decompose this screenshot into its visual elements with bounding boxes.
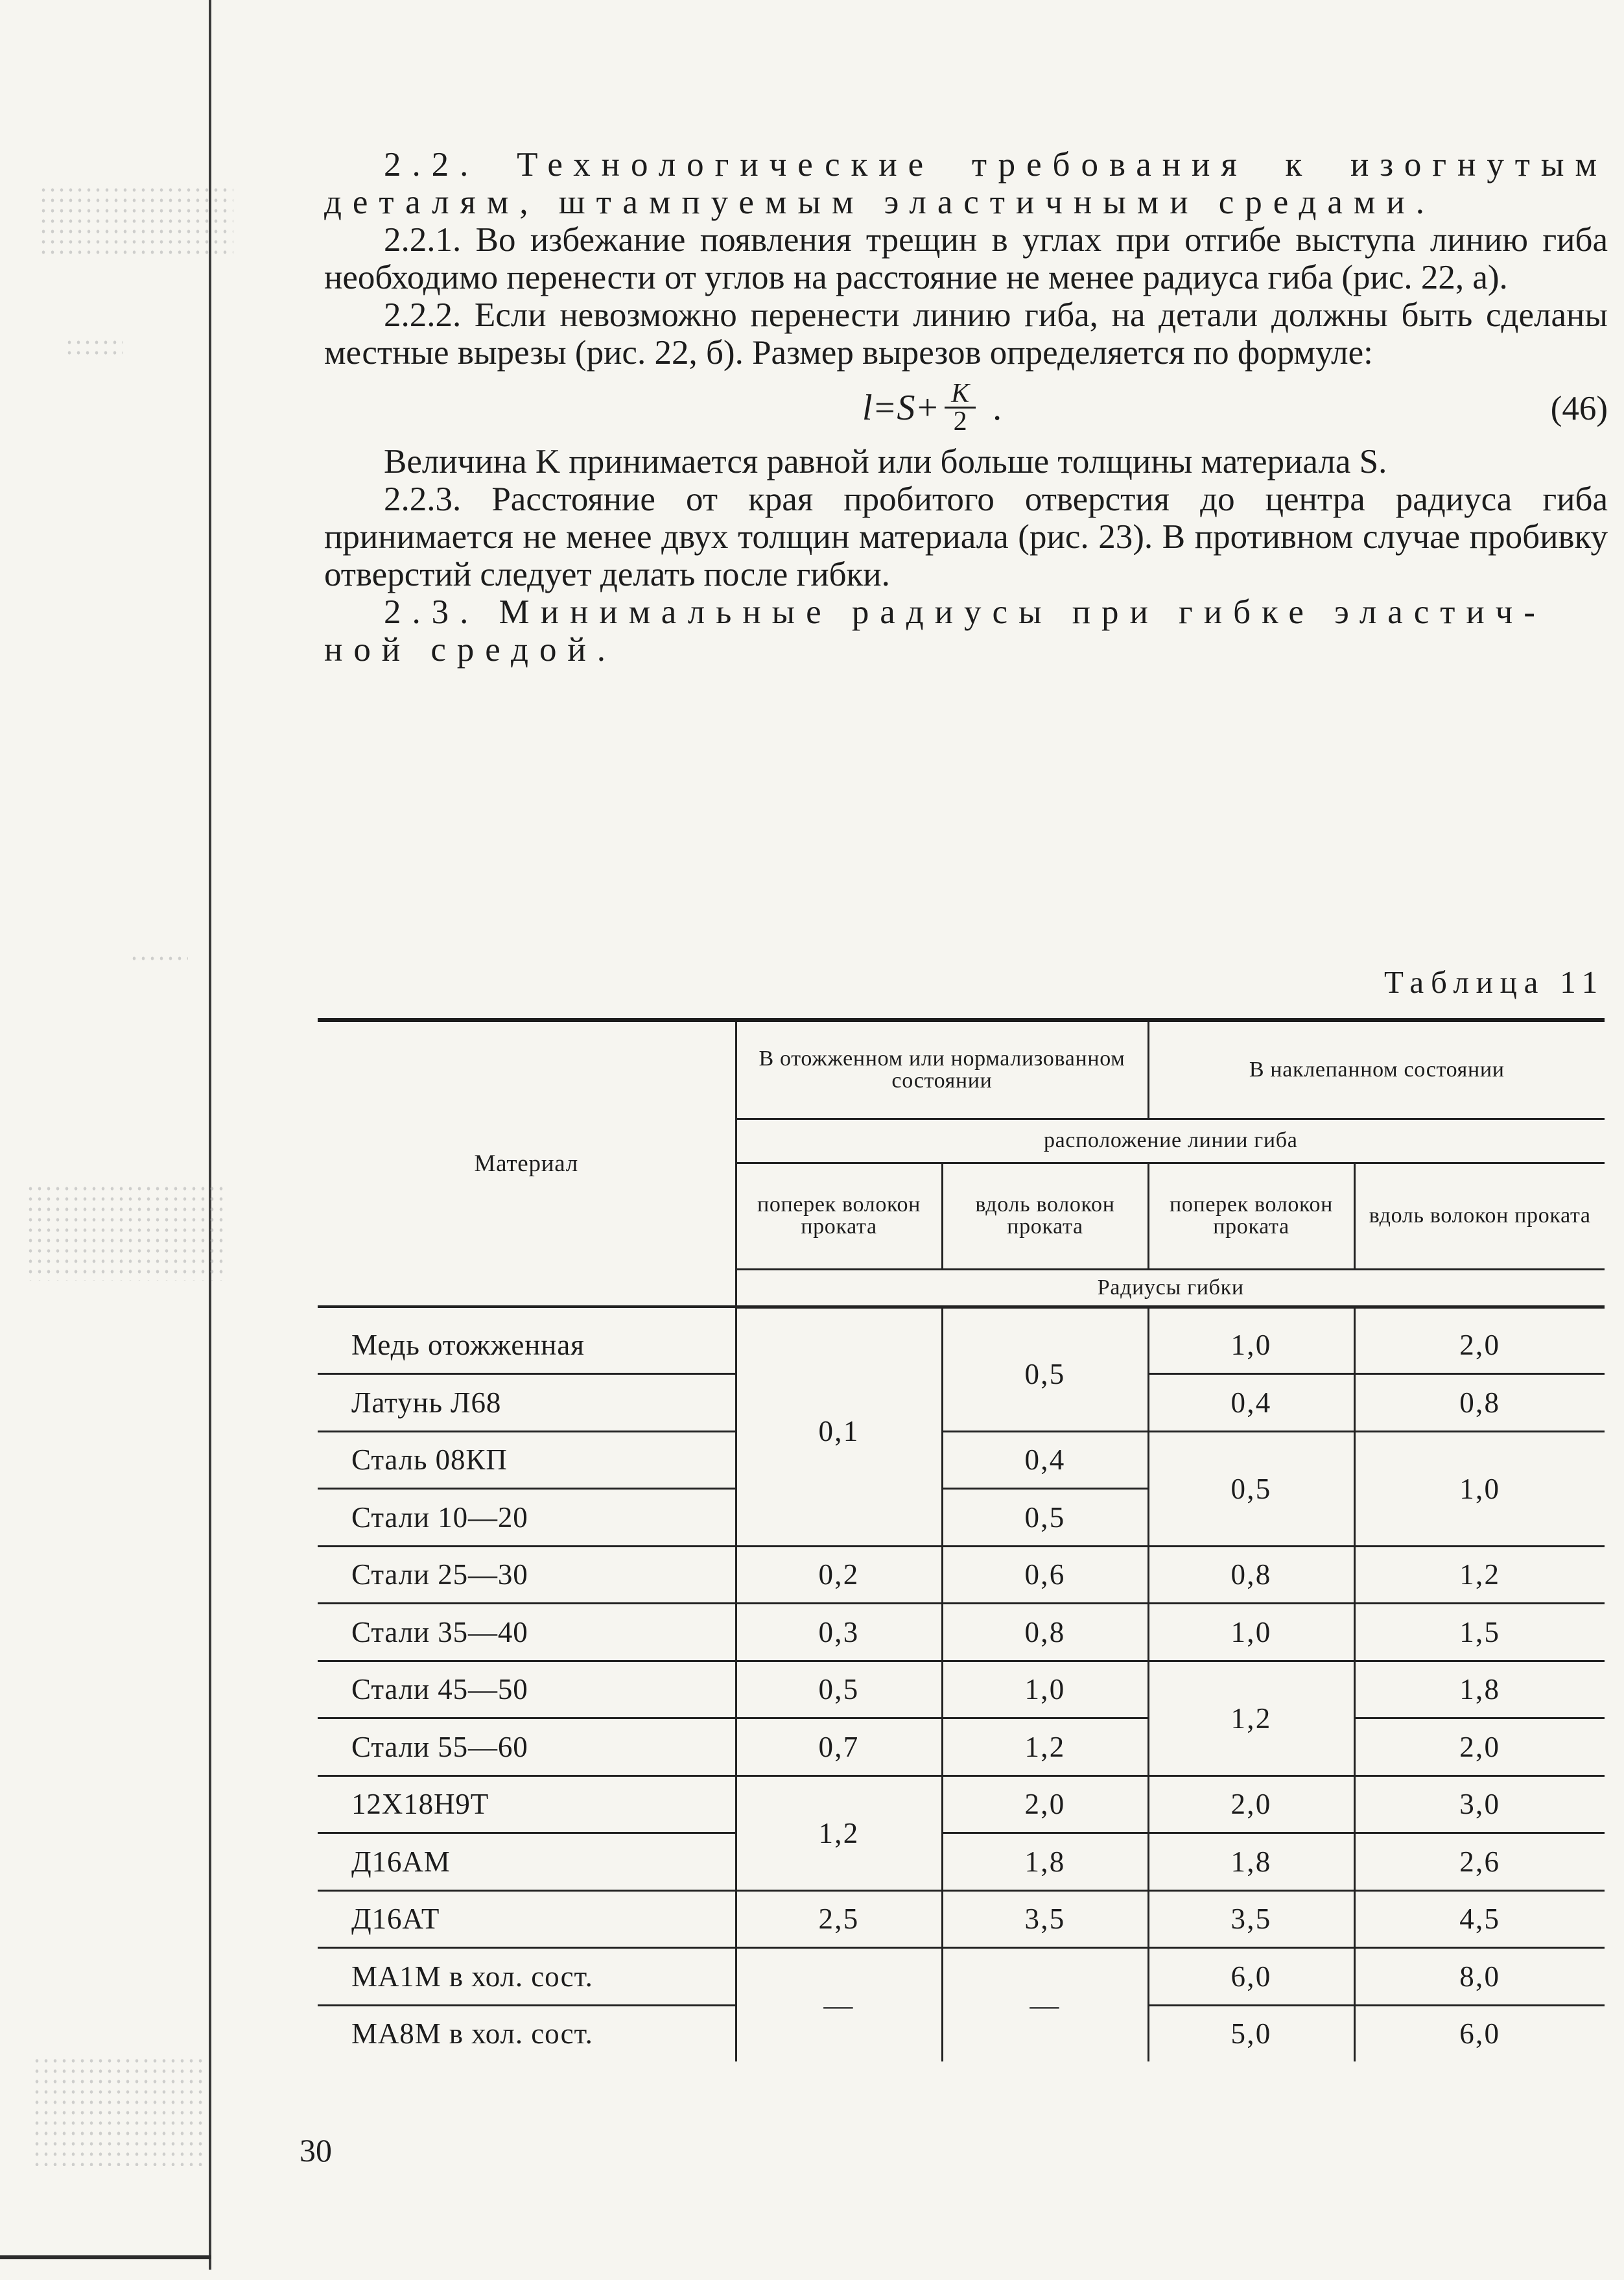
hardened-along-cell: 1,8 bbox=[1354, 1661, 1605, 1718]
hardened-along-cell: 2,0 bbox=[1354, 1307, 1605, 1374]
annealed-along-cell: 3,5 bbox=[942, 1890, 1148, 1948]
formula-tail: . bbox=[993, 387, 1002, 428]
formula-lhs: l=S+ bbox=[862, 387, 940, 428]
table-row bbox=[318, 1661, 1605, 1718]
hardened-along-cell: 2,0 bbox=[1354, 1718, 1605, 1776]
table-caption: Таблица 11 bbox=[1383, 964, 1605, 1000]
annealed-along-cell: — bbox=[942, 1948, 1148, 2062]
scan-speckle bbox=[39, 185, 233, 256]
annealed-along-cell: 2,0 bbox=[942, 1775, 1148, 1833]
hardened-across-cell: 3,5 bbox=[1148, 1890, 1354, 1948]
hardened-along-cell: 1,5 bbox=[1354, 1604, 1605, 1661]
section-2-3-heading-line1: 2.3. Минимальные радиусы при гибке эластич- bbox=[384, 593, 1546, 631]
hardened-across-cell: 0,5 bbox=[1148, 1431, 1354, 1546]
hardened-across-cell: 2,0 bbox=[1148, 1775, 1354, 1833]
annealed-along-cell: 1,2 bbox=[942, 1718, 1148, 1776]
material-cell: Стали 35—40 bbox=[318, 1604, 736, 1661]
header-annealed-along: вдоль волокон проката bbox=[942, 1163, 1148, 1269]
scan-speckle bbox=[32, 2056, 207, 2166]
table-row bbox=[318, 1546, 1605, 1604]
annealed-across-cell: 2,5 bbox=[736, 1890, 942, 1948]
material-cell: Стали 45—50 bbox=[318, 1661, 736, 1718]
bending-radii-table bbox=[318, 1018, 1605, 2061]
annealed-along-cell: 0,5 bbox=[942, 1307, 1148, 1431]
material-cell: Стали 10—20 bbox=[318, 1489, 736, 1547]
hardened-along-cell: 8,0 bbox=[1354, 1948, 1605, 2006]
paragraph-2-2-3: 2.2.3. Расстояние от края пробитого отверстия до центра радиуса гиба принимается не менее двух толщин материала (рис. 23). В противном случае пробивку отверстий следует делать после гибки. bbox=[324, 481, 1608, 593]
hardened-along-cell: 0,8 bbox=[1354, 1374, 1605, 1432]
hardened-across-cell: 1,8 bbox=[1148, 1833, 1354, 1891]
table-row bbox=[318, 1890, 1605, 1948]
body-text bbox=[324, 146, 1608, 669]
header-material: Материал bbox=[318, 1020, 736, 1307]
formula-row bbox=[324, 372, 1608, 443]
annealed-along-cell: 1,0 bbox=[942, 1661, 1148, 1718]
annealed-across-cell: 0,7 bbox=[736, 1718, 942, 1776]
hardened-across-cell: 1,0 bbox=[1148, 1604, 1354, 1661]
material-cell: Сталь 08КП bbox=[318, 1431, 736, 1489]
material-cell: Д16АМ bbox=[318, 1833, 736, 1891]
annealed-along-cell: 1,8 bbox=[942, 1833, 1148, 1891]
material-cell: Латунь Л68 bbox=[318, 1374, 736, 1432]
annealed-across-cell: 0,1 bbox=[736, 1307, 942, 1546]
header-hardened-along: вдоль волокон проката bbox=[1354, 1163, 1605, 1269]
annealed-across-cell: — bbox=[736, 1948, 942, 2062]
annealed-along-cell: 0,8 bbox=[942, 1604, 1148, 1661]
hardened-along-cell: 4,5 bbox=[1354, 1890, 1605, 1948]
hardened-across-cell: 1,2 bbox=[1148, 1661, 1354, 1775]
material-cell: МА8М в хол. сост. bbox=[351, 2017, 593, 2050]
paragraph-2-2-1: 2.2.1. Во избежание появления трещин в углах при отгибе выступа линию гиба необходимо перенести от углов на расстояние не менее радиуса гиба (рис. 22, а). bbox=[324, 221, 1608, 296]
header-hardened: В наклепанном состоянии bbox=[1148, 1020, 1605, 1119]
hardened-across-cell: 0,8 bbox=[1148, 1546, 1354, 1604]
table-row bbox=[318, 1948, 1605, 2006]
annealed-across-cell: 0,5 bbox=[736, 1661, 942, 1718]
formula-fraction bbox=[945, 381, 976, 434]
binding-edge bbox=[209, 0, 211, 2270]
header-hardened-across: поперек волокон проката bbox=[1148, 1163, 1354, 1269]
annealed-across-cell: 1,2 bbox=[736, 1775, 942, 1890]
material-cell: 12Х18Н9Т bbox=[318, 1775, 736, 1833]
table-row bbox=[318, 1604, 1605, 1661]
hardened-across-cell: 1,0 bbox=[1148, 1307, 1354, 1374]
header-radii: Радиусы гибки bbox=[736, 1269, 1605, 1307]
header-bend-line: расположение линии гиба bbox=[736, 1119, 1605, 1163]
header-annealed-across: поперек волокон проката bbox=[736, 1163, 942, 1269]
table-row bbox=[318, 1833, 1605, 1891]
annealed-along-cell: 0,5 bbox=[942, 1489, 1148, 1547]
scan-speckle bbox=[130, 953, 188, 966]
annealed-across-cell: 0,2 bbox=[736, 1546, 942, 1604]
material-cell: Медь отожженная bbox=[318, 1307, 736, 1374]
scan-speckle bbox=[65, 337, 123, 357]
formula-denominator: 2 bbox=[953, 407, 967, 436]
table-row bbox=[318, 1718, 1605, 1776]
hardened-along-cell: 3,0 bbox=[1354, 1775, 1605, 1833]
hardened-across-cell: 6,0 bbox=[1148, 1948, 1354, 2006]
section-2-3-heading-line2: ной средой. bbox=[324, 631, 617, 669]
header-annealed: В отожженном или нормализованном состоянии bbox=[736, 1020, 1148, 1119]
hardened-along-cell: 2,6 bbox=[1354, 1833, 1605, 1891]
formula-numerator: K bbox=[945, 381, 976, 409]
hardened-along-cell: 6,0 bbox=[1354, 2005, 1605, 2061]
equation-number: (46) bbox=[1550, 390, 1608, 427]
annealed-across-cell: 0,3 bbox=[736, 1604, 942, 1661]
hardened-across-cell: 0,4 bbox=[1148, 1374, 1354, 1432]
page-number: 30 bbox=[300, 2132, 332, 2168]
page-bottom-edge bbox=[0, 2255, 211, 2259]
paragraph-k-value: Величина K принимается равной или больше толщины материала S. bbox=[384, 443, 1387, 481]
formula bbox=[862, 381, 1002, 434]
scan-speckle bbox=[26, 1183, 227, 1281]
section-heading: 2.2. Технологические требования к изогнутым деталям, штампуемым эластичными средами. bbox=[324, 146, 1608, 221]
material-cell: Стали 55—60 bbox=[318, 1718, 736, 1776]
paragraph-2-2-2: 2.2.2. Если невозможно перенести линию гиба, на детали должны быть сделаны местные вырезы (рис. 22, б). Размер вырезов определяется по формуле: bbox=[324, 296, 1608, 372]
hardened-across-cell: 5,0 bbox=[1148, 2005, 1354, 2061]
material-cell: МА1М в хол. сост. bbox=[318, 1948, 736, 2006]
hardened-along-cell: 1,0 bbox=[1354, 1431, 1605, 1546]
table-row bbox=[318, 1307, 1605, 1374]
material-cell: Д16АТ bbox=[318, 1890, 736, 1948]
table-row bbox=[318, 1431, 1605, 1489]
annealed-along-cell: 0,6 bbox=[942, 1546, 1148, 1604]
table-row bbox=[318, 1775, 1605, 1833]
annealed-along-cell: 0,4 bbox=[942, 1431, 1148, 1489]
material-cell: Стали 25—30 bbox=[318, 1546, 736, 1604]
hardened-along-cell: 1,2 bbox=[1354, 1546, 1605, 1604]
